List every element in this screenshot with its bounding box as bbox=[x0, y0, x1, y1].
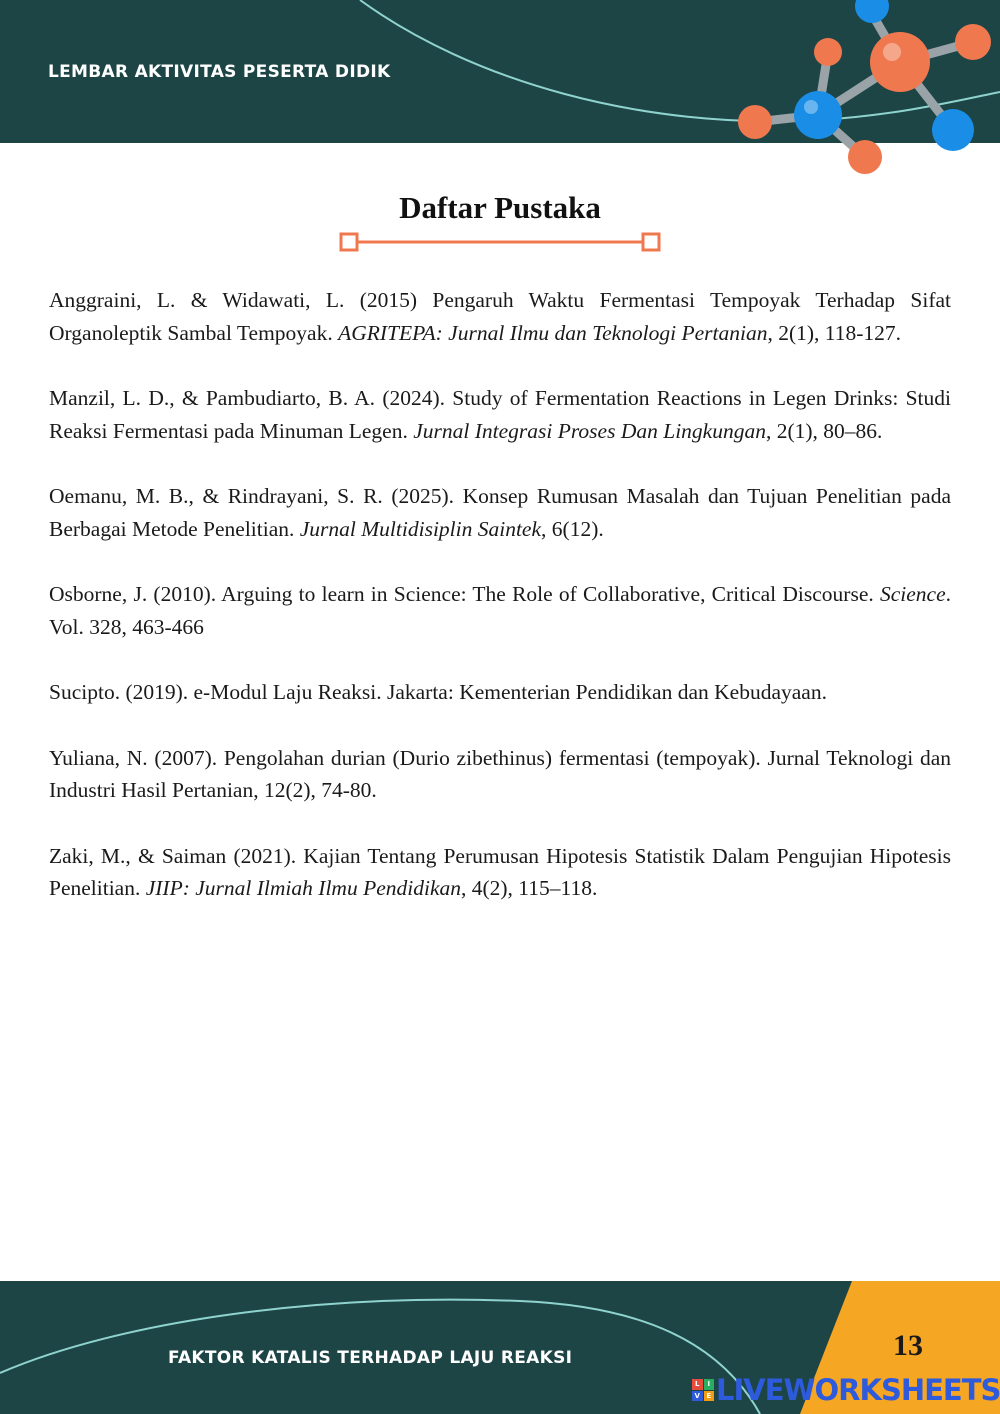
reference-item: Oemanu, M. B., & Rindrayani, S. R. (2025). Konsep Rumusan Masalah dan Tujuan Penelitian pada Berbagai Metode Penelitian. Jurnal Multidisiplin Saintek, 6(12). bbox=[49, 484, 951, 541]
reference-item: Zaki, M., & Saiman (2021). Kajian Tentang Perumusan Hipotesis Statistik Dalam Pengujian Hipotesis Penelitian. JIIP: Jurnal Ilmiah Ilmu Pendidikan, 4(2), 115–118. bbox=[49, 843, 951, 900]
molecule-icon bbox=[720, 0, 1000, 190]
page-number: 13 bbox=[893, 1329, 923, 1362]
title-divider bbox=[338, 230, 662, 254]
reference-item: Osborne, J. (2010). Arguing to learn in Science: The Role of Collaborative, Critical Discourse. Science. Vol. 328, 463-466 bbox=[49, 582, 951, 639]
reference-item: Anggraini, L. & Widawati, L. (2015) Pengaruh Waktu Fermentasi Tempoyak Terhadap Sifat Organoleptik Sambal Tempoyak. AGRITEPA: Jurnal Ilmu dan Teknologi Pertanian, 2(1), 118-127. bbox=[49, 288, 951, 345]
reference-item: Sucipto. (2019). e-Modul Laju Reaksi. Jakarta: Kementerian Pendidikan dan Kebudayaan. bbox=[49, 680, 827, 704]
liveworksheets-logo-text: LIVEWORKSHEETS bbox=[716, 1373, 1000, 1407]
reference-item: Manzil, L. D., & Pambudiarto, B. A. (2024). Study of Fermentation Reactions in Legen Drinks: Studi Reaksi Fermentasi pada Minuman Legen. Jurnal Integrasi Proses Dan Lingkungan, 2(1), 80–86. bbox=[49, 386, 951, 443]
liveworksheets-logo bbox=[692, 1373, 1000, 1407]
page-title: Daftar Pustaka bbox=[399, 190, 601, 225]
reference-list bbox=[49, 284, 951, 938]
footer-title: FAKTOR KATALIS TERHADAP LAJU REAKSI bbox=[168, 1348, 573, 1368]
header-title: LEMBAR AKTIVITAS PESERTA DIDIK bbox=[48, 62, 391, 82]
footer-banner bbox=[0, 1281, 1000, 1414]
reference-item: Yuliana, N. (2007). Pengolahan durian (Durio zibethinus) fermentasi (tempoyak). Jurnal Teknologi dan Industri Hasil Pertanian, 12(2), 74-80. bbox=[49, 745, 951, 802]
liveworksheets-logo-icon: L I V E bbox=[692, 1379, 714, 1401]
